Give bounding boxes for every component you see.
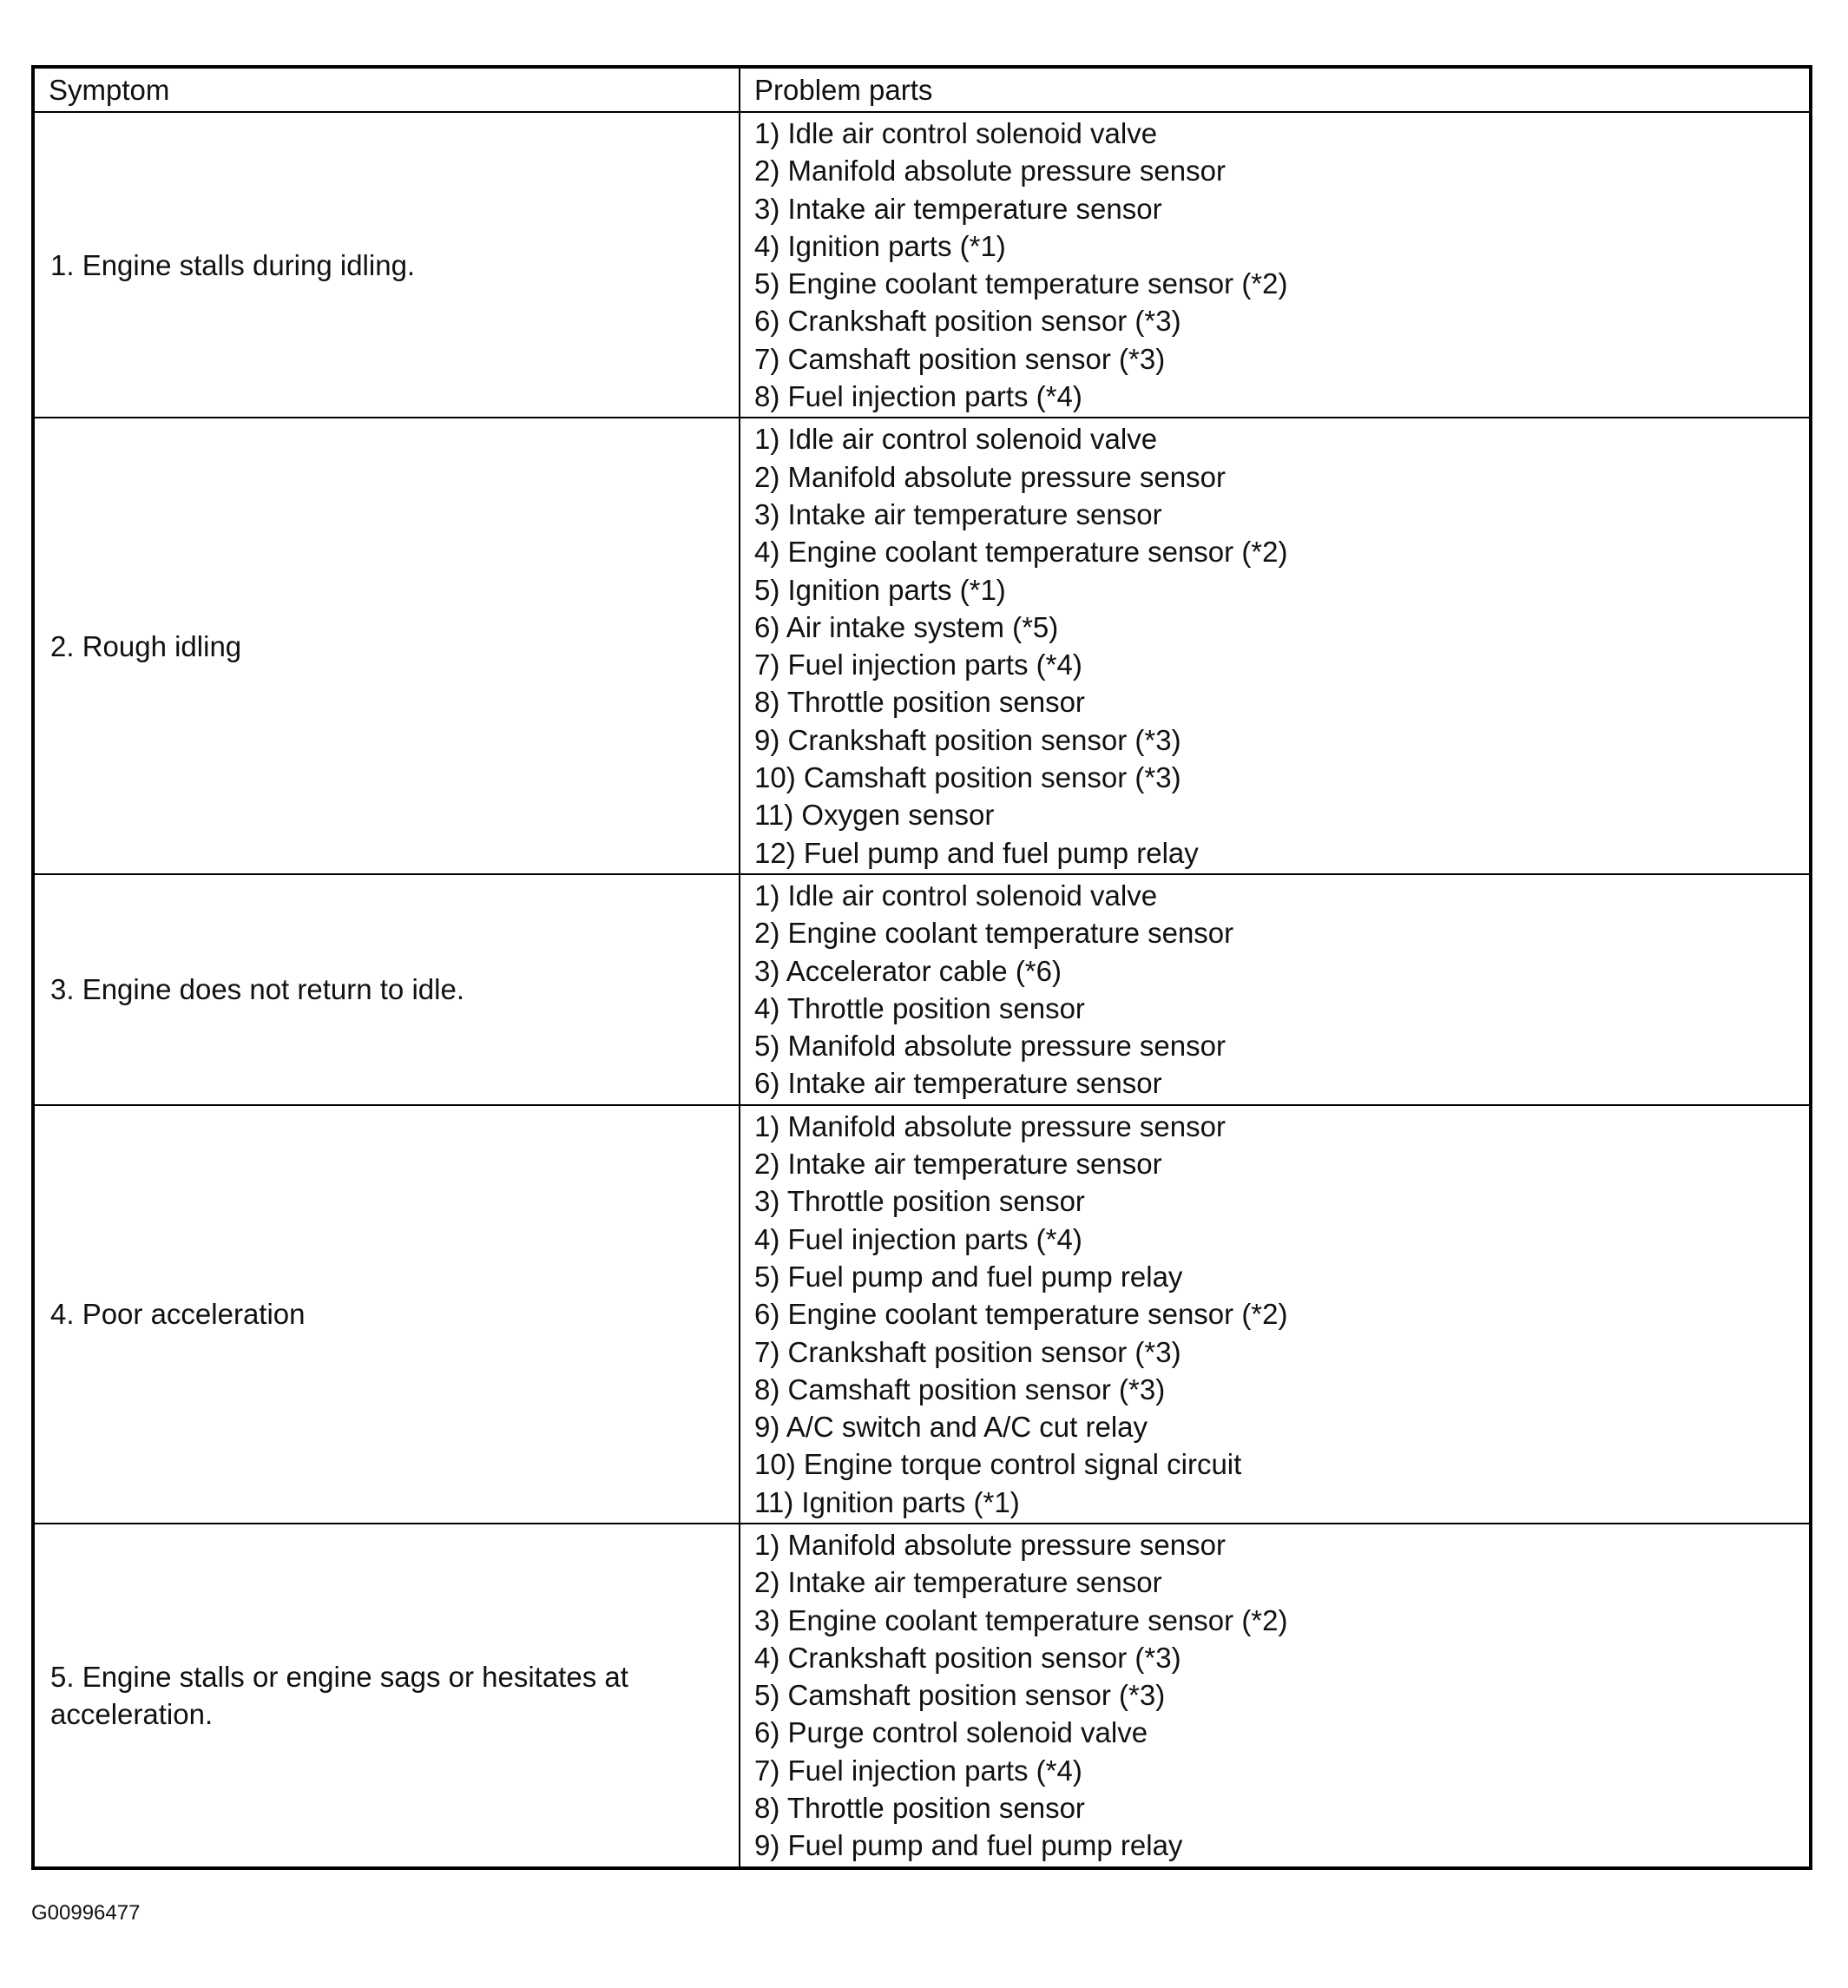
table-body: [33, 112, 1811, 1868]
table-row: [33, 1524, 1811, 1868]
problem-part-item: 4) Engine coolant temperature sensor (*2): [754, 536, 1288, 569]
problem-part-item: 4) Throttle position sensor: [754, 991, 1085, 1024]
table-row: [33, 874, 1811, 1105]
problem-part-item: 6) Crankshaft position sensor (*3): [754, 305, 1181, 338]
header-problem-parts: Problem parts: [740, 67, 1811, 112]
problem-part-item: 5) Camshaft position sensor (*3): [754, 1679, 1166, 1712]
problem-part-item: 3) Intake air temperature sensor: [754, 192, 1162, 225]
problem-part-item: 3) Intake air temperature sensor: [754, 497, 1162, 530]
problem-parts-cell: [740, 418, 1811, 874]
problem-part-item: 1) Idle air control solenoid valve: [754, 879, 1158, 912]
problem-parts-cell: [740, 112, 1811, 418]
symptom-cell: 5. Engine stalls or engine sags or hesitates at acceleration.: [33, 1524, 740, 1868]
figure-id: G00996477: [31, 1901, 141, 1925]
problem-part-item: 1) Idle air control solenoid valve: [754, 423, 1158, 456]
problem-part-item: 7) Fuel injection parts (*4): [754, 648, 1082, 681]
table-row: [33, 418, 1811, 874]
problem-part-item: 6) Air intake system (*5): [754, 610, 1059, 643]
problem-part-item: 2) Manifold absolute pressure sensor: [754, 155, 1226, 188]
symptom-cell: 1. Engine stalls during idling.: [33, 112, 740, 418]
problem-part-item: 9) Fuel pump and fuel pump relay: [754, 1829, 1183, 1862]
problem-part-item: 10) Engine torque control signal circuit: [754, 1448, 1242, 1481]
problem-parts-cell: [740, 874, 1811, 1105]
problem-part-item: 6) Engine coolant temperature sensor (*2): [754, 1298, 1288, 1331]
problem-part-item: 8) Camshaft position sensor (*3): [754, 1373, 1166, 1405]
problem-part-item: 4) Crankshaft position sensor (*3): [754, 1641, 1181, 1674]
problem-part-item: 8) Throttle position sensor: [754, 686, 1085, 719]
problem-part-item: 8) Throttle position sensor: [754, 1792, 1085, 1825]
problem-part-item: 4) Ignition parts (*1): [754, 229, 1006, 262]
problem-part-item: 5) Engine coolant temperature sensor (*2): [754, 267, 1288, 300]
table-header-row: [33, 67, 1811, 112]
problem-part-item: 5) Fuel pump and fuel pump relay: [754, 1260, 1183, 1293]
problem-part-item: 1) Manifold absolute pressure sensor: [754, 1109, 1226, 1142]
problem-part-item: 11) Oxygen sensor: [754, 799, 995, 832]
problem-part-item: 3) Accelerator cable (*6): [754, 954, 1062, 987]
problem-part-item: 3) Throttle position sensor: [754, 1185, 1085, 1218]
problem-part-item: 6) Purge control solenoid valve: [754, 1716, 1148, 1749]
table-row: [33, 112, 1811, 418]
problem-part-item: 3) Engine coolant temperature sensor (*2): [754, 1603, 1288, 1636]
problem-part-item: 1) Idle air control solenoid valve: [754, 117, 1158, 149]
problem-part-item: 2) Intake air temperature sensor: [754, 1566, 1162, 1599]
symptom-cell: 2. Rough idling: [33, 418, 740, 874]
problem-part-item: 12) Fuel pump and fuel pump relay: [754, 836, 1199, 869]
problem-part-item: 6) Intake air temperature sensor: [754, 1067, 1162, 1100]
problem-part-item: 4) Fuel injection parts (*4): [754, 1222, 1082, 1255]
problem-part-item: 10) Camshaft position sensor (*3): [754, 761, 1181, 794]
symptom-cell: 4. Poor acceleration: [33, 1105, 740, 1524]
problem-part-item: 9) A/C switch and A/C cut relay: [754, 1411, 1148, 1444]
problem-part-item: 7) Crankshaft position sensor (*3): [754, 1335, 1181, 1368]
problem-parts-cell: [740, 1105, 1811, 1524]
problem-part-item: 5) Ignition parts (*1): [754, 573, 1006, 606]
problem-part-item: 9) Crankshaft position sensor (*3): [754, 723, 1181, 756]
problem-part-item: 2) Engine coolant temperature sensor: [754, 917, 1234, 950]
problem-part-item: 7) Fuel injection parts (*4): [754, 1754, 1082, 1787]
problem-part-item: 5) Manifold absolute pressure sensor: [754, 1030, 1226, 1063]
symptom-table: [31, 65, 1812, 1870]
problem-part-item: 2) Manifold absolute pressure sensor: [754, 460, 1226, 493]
problem-part-item: 11) Ignition parts (*1): [754, 1485, 1020, 1518]
problem-part-item: 2) Intake air temperature sensor: [754, 1148, 1162, 1181]
problem-part-item: 7) Camshaft position sensor (*3): [754, 342, 1166, 375]
table-row: [33, 1105, 1811, 1524]
header-symptom: Symptom: [33, 67, 740, 112]
problem-part-item: 8) Fuel injection parts (*4): [754, 380, 1082, 413]
problem-part-item: 1) Manifold absolute pressure sensor: [754, 1528, 1226, 1561]
symptom-cell: 3. Engine does not return to idle.: [33, 874, 740, 1105]
problem-parts-cell: [740, 1524, 1811, 1868]
